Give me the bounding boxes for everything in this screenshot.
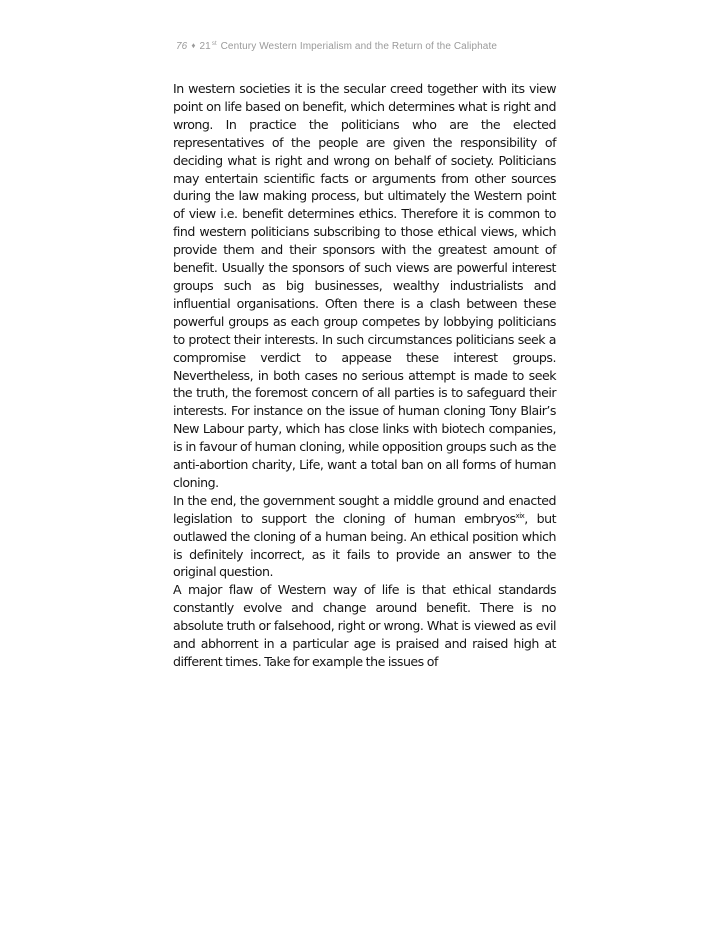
footnote-reference: xix <box>515 511 525 520</box>
paragraph-3: A major flaw of Western way of life is that ethical standards constantly evolve and change around benefit. There is no absolute truth or falsehood, right or wrong. What is viewed as evil and abhorrent in a particular age is praised and raised high at different times. Take for example the issues of <box>173 582 556 669</box>
running-header <box>176 41 497 52</box>
header-book-title: Century Western Imperialism and the Return of the Caliphate <box>220 41 498 52</box>
header-century-suffix: st <box>211 41 217 47</box>
paragraph-1: In western societies it is the secular creed together with its view point on life based on benefit, which determines what is right and wrong. In practice the politicians who are the elected representatives of the people are given the responsibility of deciding what is right and wrong on behalf of society. Politicians may entertain scientific facts or arguments from other sources during the law making process, but ultimately the Western point of view i.e. benefit determines ethics. Therefore it is common to find western politicians subscribing to those ethical views, which provide them and their sponsors with the greatest amount of benefit. Usually the sponsors of such views are powerful interest groups such as big businesses, wealthy industrialists and influential organisations. Often there is a clash between these powerful groups as each group competes by lobbying politicians to protect their interests. In such circumstances politicians seek a compromise verdict to appease these interest groups. Nevertheless, in both cases no serious attempt is made to seek the truth, the foremost concern of all parties is to safeguard their interests. For instance on the issue of human cloning Tony Blair’s New Labour party, which has close links with biotech companies, is in favour of human cloning, while opposition groups such as the anti-abortion charity, Life, want a total ban on all forms of human cloning. <box>173 81 556 490</box>
body-text <box>173 80 556 671</box>
page-number: 76 <box>176 41 188 52</box>
paragraph-2-text-after: , but outlawed the cloning of a human being. An ethical position which is definitely incorrect, as it fails to provide an answer to the original question. <box>173 510 557 580</box>
header-century-number: 21 <box>199 41 211 52</box>
header-separator: ♦ <box>191 41 196 50</box>
paragraph-2 <box>173 492 556 582</box>
paragraph-2-text-before: In the end, the government sought a middle ground and enacted legislation to support the cloning of human embryos <box>173 492 556 526</box>
